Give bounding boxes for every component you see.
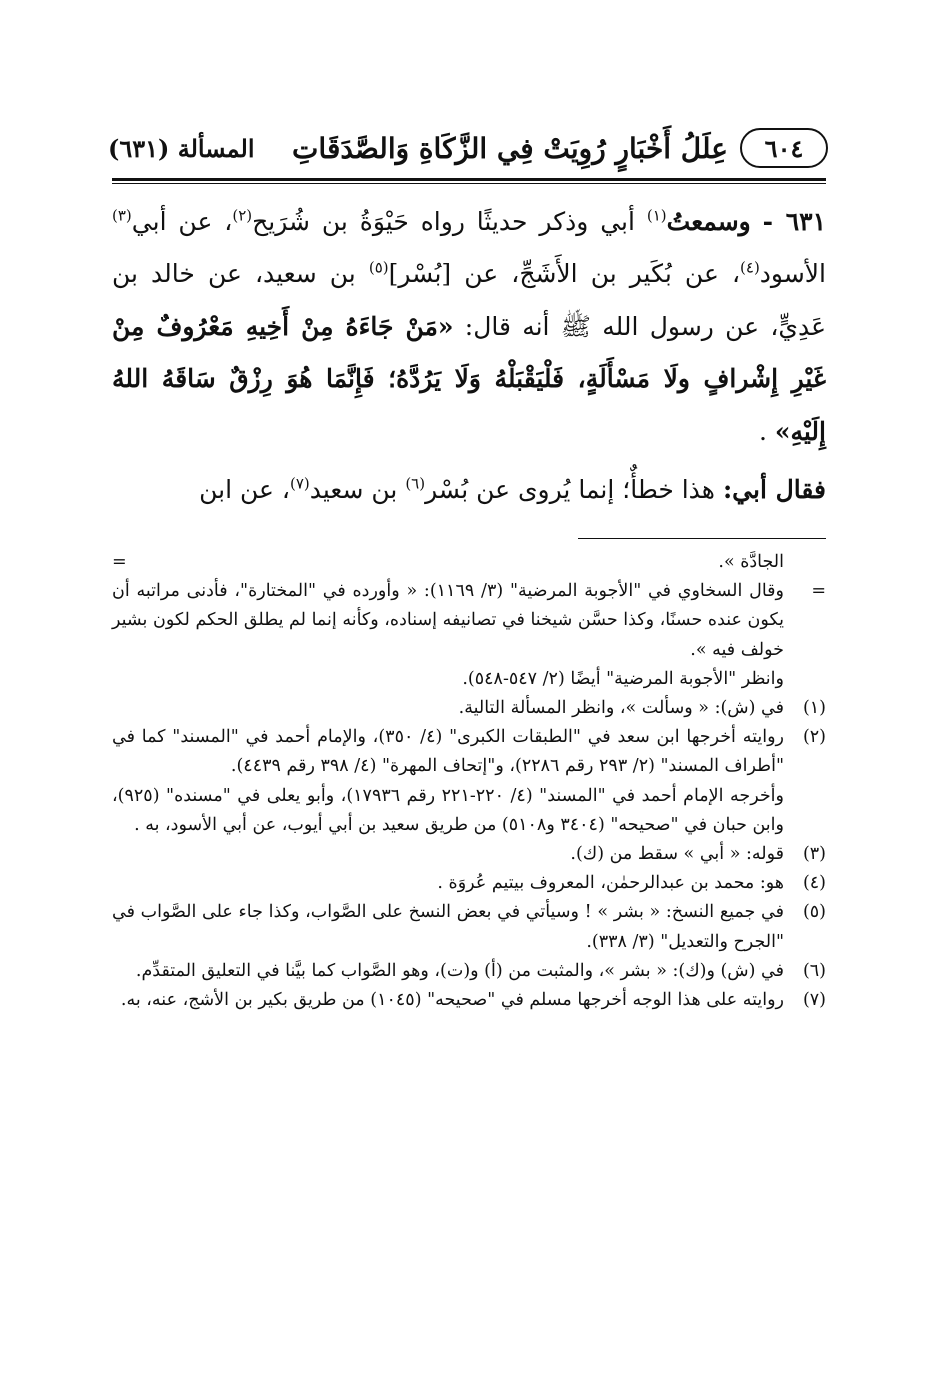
paragraph-1	[112, 196, 826, 458]
text-run: الأسود	[759, 259, 826, 289]
footnote-continued	[112, 577, 826, 665]
footnote-text: في (ش): « وسألت »، وانظر المسألة التالية.	[458, 698, 784, 719]
footnote-ref: (٤)	[740, 259, 760, 278]
footnotes	[112, 548, 826, 1015]
footnote-marker: (٤)	[802, 873, 826, 894]
issue-number: ٦٣١ -	[762, 207, 827, 236]
text-run: هذا خطأٌ؛ إنما يُروى عن بُسْر	[425, 475, 715, 505]
footnote-text: وقال السخاوي في "الأجوبة المرضية" (٣/ ١١٦٩): « وأورده في "المختارة"، فأدنى مراتبه أن يكون عنده حسنًا، وكذا حسَّن شيخنا في تصانيفه إسناده، وكأنه إنما لم يطلق الحكم لكون بشير خولف فيه ».	[112, 581, 784, 660]
footnote-marker: (٢)	[802, 727, 826, 748]
footnote-marker: (٥)	[802, 902, 826, 923]
page-number: ٦٠٤	[740, 128, 828, 168]
footnote-text: الجادَّة ».	[718, 552, 784, 572]
footnote-ref: (٦)	[405, 474, 426, 493]
lead-word: وسمعتُ	[666, 207, 751, 236]
header-rule-thin	[112, 183, 826, 184]
text-run: ، عن بُكَير بن الأَشَجِّ، عن [بُسْر]	[388, 259, 741, 289]
footnote-text: روايته أخرجها ابن سعد في "الطبقات الكبرى" (٤/ ٣٥٠)، والإمام أحمد في "المسند" كما في "أطراف المسند" (٢/ ٢٩٣ رقم ٢٢٨٦)، و"إتحاف المهرة" (٤/ ٣٩٨ رقم ٤٤٣٩).	[112, 727, 785, 777]
lead-word: فقال أبي:	[722, 475, 826, 505]
footnote-item	[112, 840, 826, 869]
footnote-marker: (٣)	[802, 844, 826, 865]
paragraph-2	[112, 464, 826, 516]
footnote-ref: (٢)	[232, 206, 253, 225]
footnote-item	[112, 782, 826, 840]
hadith-text: «مَنْ جَاءَهُ مِنْ أَخِيهِ مَعْرُوفٌ مِنْ غَيْرِ إِشْرافٍ ولَا مَسْأَلَةٍ، فَلْيَقْبَلْهُ وَلَا يَرُدَّهُ؛ فَإِنَّمَا هُوَ رِزْقٌ سَاقَهُ اللهُ إِلَيْهِ»	[112, 311, 826, 446]
footnote-text: قوله: « أبي » سقط من (ك).	[570, 844, 784, 865]
footnote-ref: (٣)	[112, 206, 132, 225]
issue-label: المسألة (٦٣١)	[108, 133, 255, 163]
header-rule-thick	[112, 178, 826, 181]
text-run: بن سعيد، عن خالد بن عَدِيٍّ، عن رسول الله ﷺ أنه قال:	[112, 259, 826, 341]
footnote-continuation	[112, 548, 826, 577]
footnote-separator	[578, 538, 826, 539]
text-run: ، عن ابن	[199, 475, 290, 505]
text-run: أبي وذكر حديثًا رواه حَيْوَةُ بن شُرَيح	[252, 207, 635, 236]
footnote-text: في (ش) و(ك): « بشر »، والمثبت من (أ) و(ت)، وهو الصَّواب كما بيَّنا في التعليق المتقدِّم.	[135, 960, 784, 981]
continuation-mark: =	[112, 552, 127, 572]
text-run: بن سعيد	[309, 475, 398, 505]
footnote-marker: (٦)	[802, 960, 826, 981]
running-title: عِلَلُ أَخْبَارٍ رُوِيَتْ فِي الزَّكَاةِ وَالصَّدَقَاتِ	[292, 131, 728, 165]
footnote-item	[112, 694, 826, 723]
footnote-item	[112, 957, 826, 986]
footnote-text: وانظر "الأجوبة المرضية" أيضًا (٢/ ٥٤٧-٥٤٨).	[462, 668, 784, 689]
continuation-mark: =	[811, 581, 826, 602]
footnote-item	[112, 723, 826, 781]
footnote-text: هو: محمد بن عبدالرحمٰن، المعروف بيتيم عُروَة .	[437, 873, 784, 894]
page-header	[108, 122, 828, 174]
main-text	[112, 196, 826, 516]
footnote-item	[112, 986, 826, 1015]
footnote-text: روايته على هذا الوجه أخرجها مسلم في "صحيحه" (١٠٤٥) من طريق بكير بن الأشج، عنه، به.	[120, 990, 784, 1011]
footnote-item	[112, 869, 826, 898]
footnote-text: في جميع النسخ: « بشر » ! وسيأتي في بعض النسخ على الصَّواب، وكذا جاء على الصَّواب في "الجرح والتعديل" (٣/ ٣٣٨).	[112, 902, 784, 952]
footnote-ref: (٥)	[368, 259, 389, 278]
footnote-text: وأخرجه الإمام أحمد في "المسند" (٤/ ٢٢٠-٢٢١ رقم ١٧٩٣٦)، وأبو يعلى في "مسنده" (٩٢٥)، وابن حبان في "صحيحه" (٣٤٠٤ و٥١٠٨) من طريق سعيد بن أبي أيوب، عن أبي الأسود، به .	[112, 785, 784, 835]
footnote-item	[112, 898, 826, 956]
footnote-ref: (٧)	[289, 474, 310, 493]
footnote-marker: (١)	[802, 698, 826, 719]
footnote-marker: (٧)	[802, 990, 826, 1011]
footnote-ref: (١)	[646, 206, 667, 225]
text-run: .	[758, 416, 767, 446]
text-run: ، عن أبي	[131, 207, 233, 236]
